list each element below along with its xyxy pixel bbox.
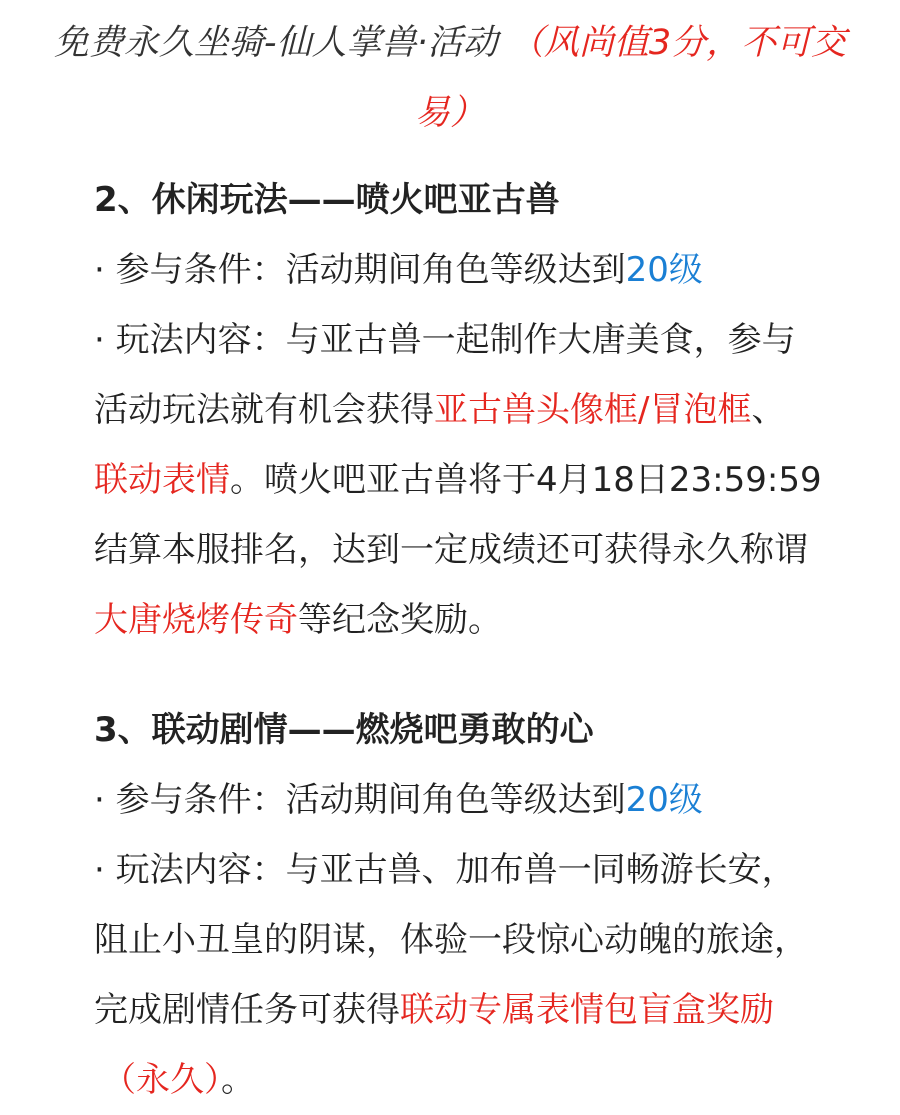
- article-content: [94, 165, 884, 1115]
- content-text: 、: [751, 390, 786, 430]
- highlight-reward: （永久）: [102, 1060, 221, 1100]
- section-collab-story: [94, 695, 884, 1115]
- caption-line-1: [20, 8, 880, 78]
- content-text: 完成剧情任务可获得: [94, 990, 400, 1030]
- participation-condition: [94, 765, 884, 835]
- highlight-reward: 联动专属表情包盲盒奖励: [400, 990, 774, 1030]
- caption-note-continued: 易）: [414, 93, 485, 133]
- gameplay-content-line: · 玩法内容：与亚古兽、加布兽一同畅游长安，: [94, 850, 796, 890]
- section-heading: 2、休闲玩法——喷火吧亚古兽: [94, 180, 560, 220]
- gameplay-content-line: [94, 375, 884, 445]
- gameplay-content-line: · 玩法内容：与亚古兽一起制作大唐美食，参与: [94, 320, 796, 360]
- required-level: 20级: [625, 250, 703, 290]
- highlight-reward: 亚古兽头像框/冒泡框: [434, 390, 752, 430]
- gameplay-content-line: 阻止小丑皇的阴谋，体验一段惊心动魄的旅途，: [94, 920, 808, 960]
- section-spacer: [94, 655, 884, 695]
- required-level: 20级: [625, 780, 703, 820]
- gameplay-content-line: [102, 1045, 884, 1115]
- caption-note: （风尚值3分，不可交: [508, 23, 847, 63]
- gameplay-content-line: [94, 975, 884, 1045]
- gameplay-content-line: 结算本服排名，达到一定成绩还可获得永久称谓: [94, 530, 808, 570]
- gameplay-content-line: [94, 445, 884, 515]
- participation-condition: [94, 235, 884, 305]
- content-text: 活动玩法就有机会获得: [94, 390, 434, 430]
- content-text: 等纪念奖励。: [298, 600, 502, 640]
- gameplay-content-line: [94, 585, 884, 655]
- content-text: 。: [221, 1060, 255, 1100]
- caption-main: 免费永久坐骑-仙人掌兽·活动: [53, 23, 498, 63]
- section-heading: 3、联动剧情——燃烧吧勇敢的心: [94, 710, 594, 750]
- condition-text: · 参与条件：活动期间角色等级达到: [94, 250, 626, 290]
- condition-text: · 参与条件：活动期间角色等级达到: [94, 780, 626, 820]
- caption-line-2: [20, 78, 880, 148]
- content-text: 。喷火吧亚古兽将于4月18日23:59:59: [230, 460, 822, 500]
- highlight-reward: 联动表情: [94, 460, 230, 500]
- image-caption: [20, 8, 880, 148]
- section-casual-gameplay: [94, 165, 884, 655]
- highlight-reward: 大唐烧烤传奇: [94, 600, 298, 640]
